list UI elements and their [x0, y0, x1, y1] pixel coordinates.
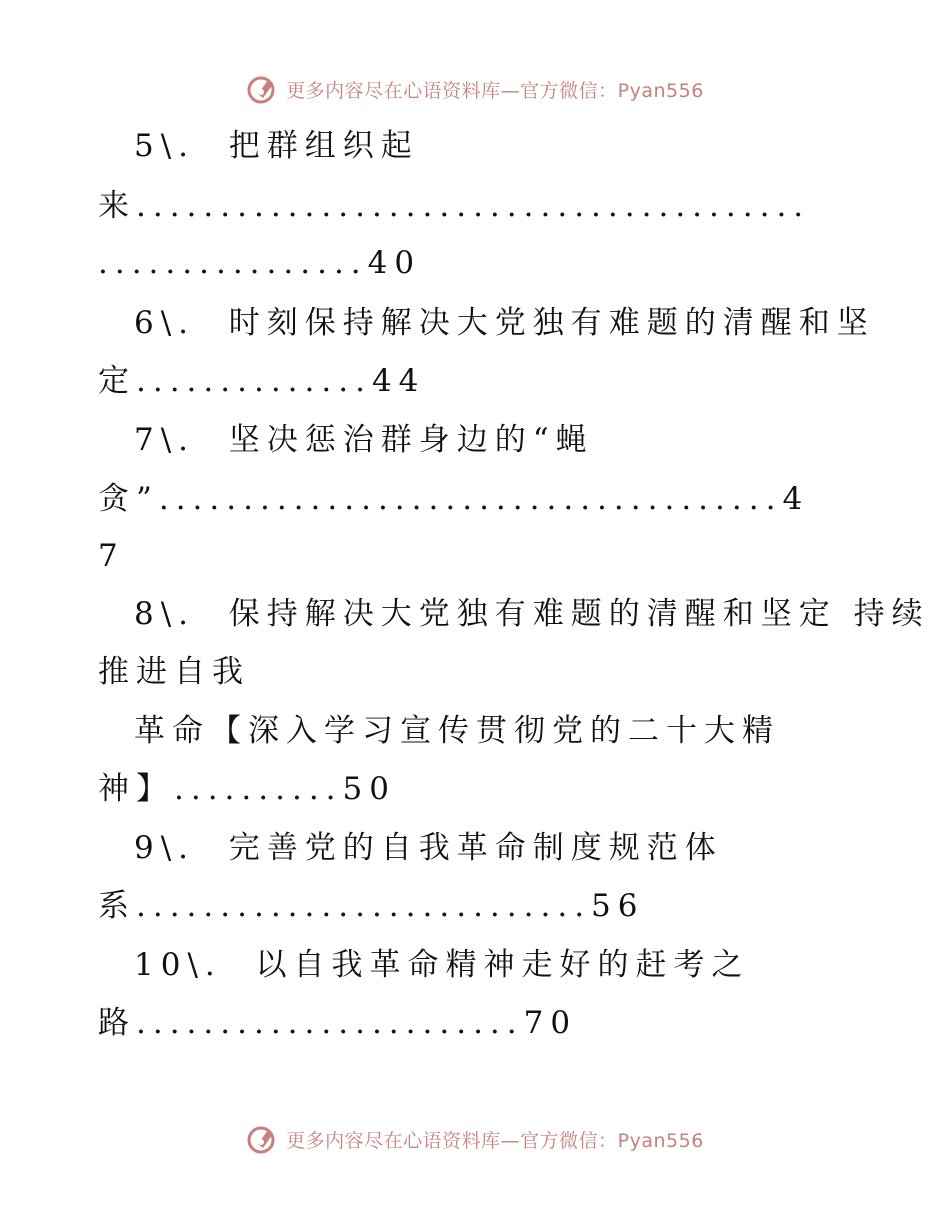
watermark-text: 更多内容尽在心语资料库—官方微信：Pyan556 [286, 79, 704, 102]
toc-line: 8\. 保持解决大党独有难题的清醒和坚定 持续 [134, 596, 930, 632]
watermark-text: 更多内容尽在心语资料库—官方微信：Pyan556 [286, 1129, 704, 1152]
toc-line: ................40 [98, 245, 422, 281]
toc-line: 7\. 坚决惩治群身边的“蝇 [134, 422, 594, 458]
toc-line: 5\. 把群组织起 [134, 128, 419, 164]
toc-line: 10\. 以自我革命精神走好的赶考之 [134, 947, 750, 983]
toc-line: 来........................................ [98, 188, 811, 224]
toc-line: 系...........................56 [98, 888, 645, 924]
toc-line: 6\. 时刻保持解决大党独有难题的清醒和坚 [134, 305, 875, 341]
pen-logo-icon [246, 72, 280, 106]
header-watermark [0, 72, 950, 106]
pen-logo-icon [246, 1122, 280, 1156]
toc-line: 7 [98, 538, 125, 574]
toc-line: 路.......................70 [98, 1005, 578, 1041]
toc-line: 定..............44 [98, 363, 426, 399]
toc-line: 推进自我 [98, 654, 250, 690]
toc-line: 9\. 完善党的自我革命制度规范体 [134, 830, 723, 866]
toc-line: 神】..........50 [98, 771, 396, 807]
toc-line: 贪”.....................................4 [98, 481, 810, 517]
toc-line: 革命【深入学习宣传贯彻党的二十大精 [134, 713, 780, 749]
footer-watermark [0, 1122, 950, 1156]
